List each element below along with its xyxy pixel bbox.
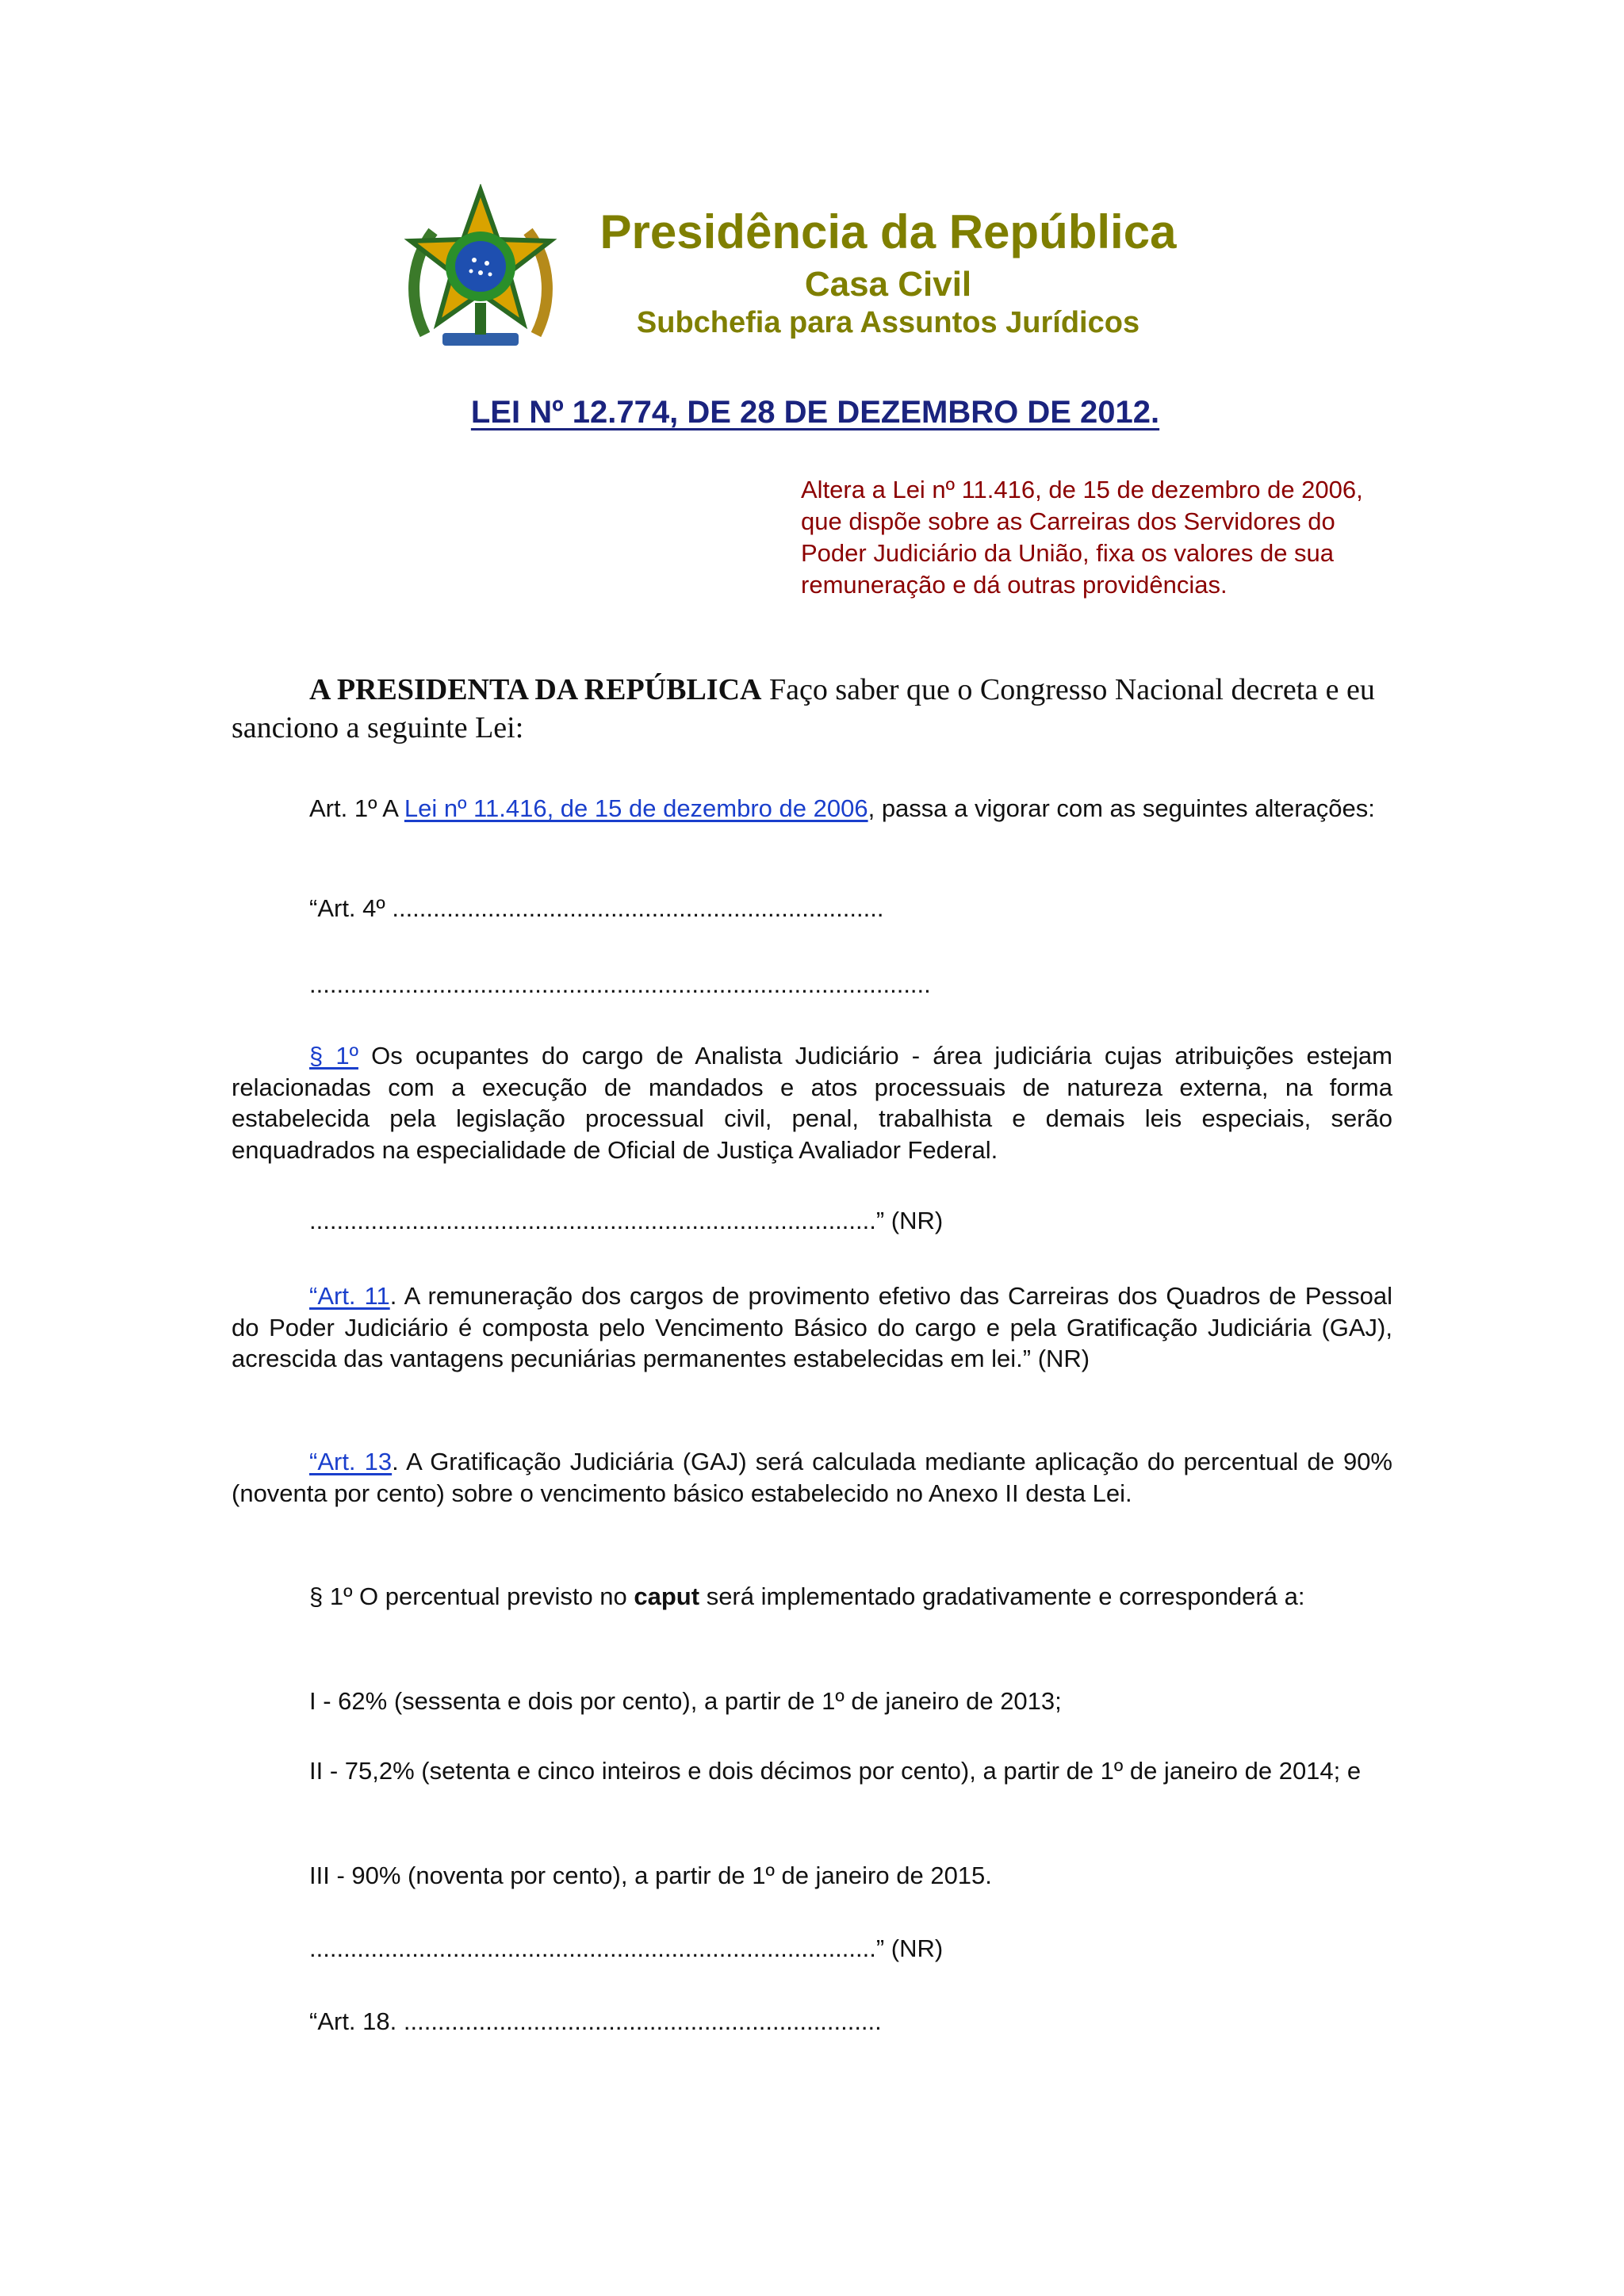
inciso-i (232, 1686, 1392, 1717)
header-subchefia: Subchefia para Assuntos Jurídicos (636, 306, 1140, 339)
emblem-sword (475, 303, 486, 335)
emblem-ribbon (442, 333, 519, 346)
ellipsis-nr-text: ...................................................................................” (NR) (309, 1207, 944, 1234)
article-1-suffix: , passa a vigorar com as seguintes alterações: (868, 794, 1375, 822)
article-1 (232, 793, 1392, 825)
inciso-iii-text: III - 90% (noventa por cento), a partir de 1º de janeiro de 2015. (309, 1862, 992, 1889)
header-casa-civil: Casa Civil (804, 265, 972, 304)
article-1-prefix: Art. 1º A (309, 794, 404, 822)
law-11416-link[interactable]: Lei nº 11.416, de 15 de dezembro de 2006 (404, 794, 868, 822)
enactment-clause (232, 671, 1392, 747)
brazil-coat-of-arms-emblem (401, 184, 560, 360)
inciso-ii-text: II - 75,2% (setenta e cinco inteiros e dois décimos por cento), a partir de 1º de janeiro de 2014; e (309, 1757, 1362, 1785)
article-13 (232, 1446, 1392, 1509)
ellipsis-text: ........................................................................................... (309, 970, 931, 998)
paragraph-1-art13 (232, 1581, 1392, 1613)
article-4-text: “Art. 4º ........................................................................ (309, 894, 884, 922)
article-18-text: “Art. 18. ...................................................................... (309, 2007, 882, 2035)
law-summary-ementa: Altera a Lei nº 11.416, de 15 de dezembro de 2006, que dispõe sobre as Carreiras dos Servidores do Poder Judiciário da União, fixa os valores de sua remuneração e dá outras providências. (801, 476, 1363, 599)
paragraph-1b-pre: § 1º O percentual previsto no (309, 1582, 634, 1610)
header-title: Presidência da República (599, 205, 1177, 258)
article-18-heading (232, 2006, 1392, 2038)
law-title-link[interactable]: LEI Nº 12.774, DE 28 DE DEZEMBRO DE 2012. (470, 395, 1160, 430)
paragraph-1b-post: será implementado gradativamente e corresponderá a: (699, 1582, 1305, 1610)
enactment-strong: A PRESIDENTA DA REPÚBLICA (309, 673, 762, 706)
paragraph-1-link[interactable]: § 1º (309, 1042, 358, 1070)
article-4-heading (232, 893, 1392, 924)
article-13-link[interactable]: “Art. 13 (309, 1448, 393, 1475)
article-13-text: . A Gratificação Judiciária (GAJ) será calculada mediante aplicação do percentual de 90% (noventa por cento) sobre o vencimento básico estabelecido no Anexo II desta Lei. (232, 1448, 1392, 1507)
article-11-link[interactable]: “Art. 11 (309, 1282, 390, 1310)
caput-term: caput (634, 1582, 700, 1610)
article-11-text: . A remuneração dos cargos de provimento efetivo das Carreiras dos Quadros de Pessoal do Poder Judiciário é composta pelo Vencimento Básico do cargo e pela Gratificação Judiciária (GAJ), acrescida das vantagens pecuniárias permanentes estabelecidas em lei.” (NR) (232, 1282, 1393, 1372)
ellipsis-nr-line (232, 1205, 1392, 1237)
paragraph-1-text: Os ocupantes do cargo de Analista Judiciário - área judiciária cujas atribuições estejam relacionadas com a execução de mandados e atos processuais de natureza externa, na forma estabelecida pela legislação processual civil, penal, trabalhista e demais leis especiais, serão enquadrados na especialidade de Oficial de Justiça Avaliador Federal. (232, 1042, 1393, 1164)
inciso-iii (232, 1860, 1392, 1892)
inciso-ii (232, 1755, 1392, 1787)
ellipsis-line (232, 969, 1392, 1001)
paragraph-1-art4 (232, 1040, 1392, 1165)
ellipsis-nr-text-2: ...................................................................................” (NR) (309, 1934, 944, 1962)
article-11 (232, 1280, 1392, 1375)
enactment-text: Faço saber que o Congresso Nacional decreta e eu sanciono a seguinte Lei: (232, 673, 1375, 744)
ellipsis-nr-line-2 (232, 1933, 1392, 1965)
inciso-i-text: I - 62% (sessenta e dois por cento), a partir de 1º de janeiro de 2013; (309, 1687, 1062, 1715)
emblem-shield (455, 241, 506, 292)
